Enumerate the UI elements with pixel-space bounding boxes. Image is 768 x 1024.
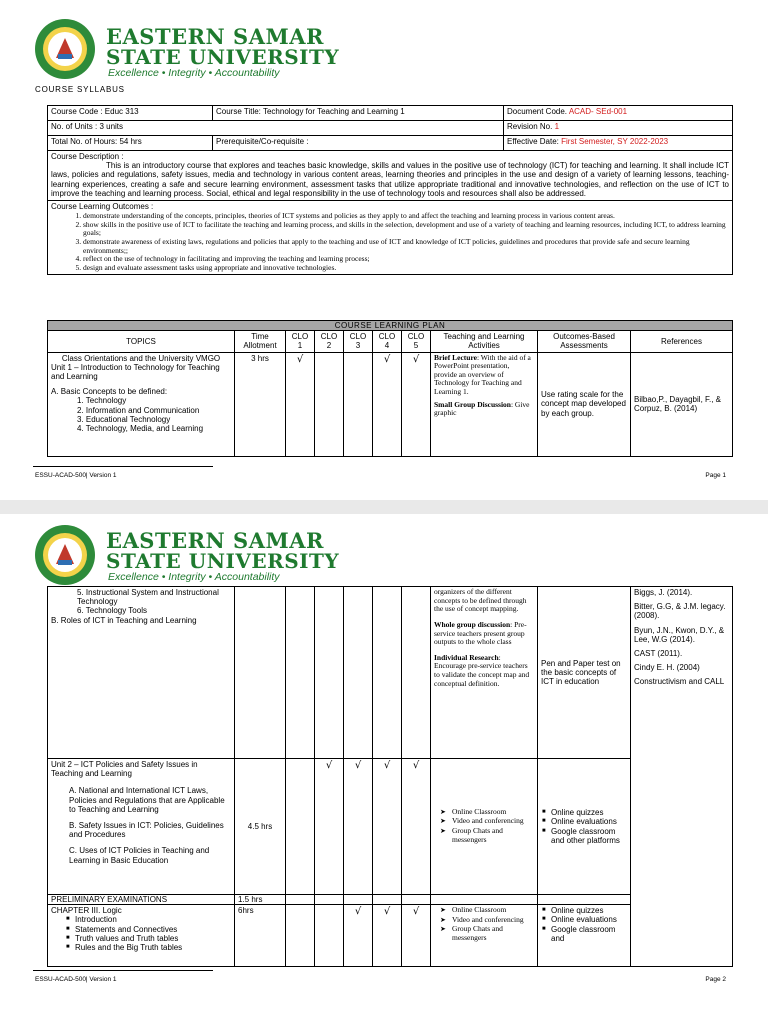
course-code: Course Code : Educ 313 [48, 106, 213, 121]
clo2-cell [315, 905, 344, 967]
time-cell: 6hrs [235, 905, 286, 967]
footer-rule [33, 466, 213, 467]
activity-item: ➤ Online Classroom [438, 906, 534, 915]
clo3-cell [344, 352, 373, 456]
reference-item: Constructivism and CALL [634, 677, 725, 687]
topic-orientation: Class Orientations and the University VMGO [61, 353, 221, 363]
prerequisite: Prerequisite/Co-requisite : [213, 136, 504, 151]
activity-individual-research: Individual Research [434, 652, 499, 662]
activities-cell [431, 352, 538, 456]
outcome-item: 1. demonstrate understanding of the concepts, principles, theories of ICT systems and policies as they apply to and affect the teaching and learning process in various content areas. [83, 212, 729, 221]
clo1-check: √ [286, 352, 315, 456]
topic-cell [48, 759, 235, 895]
units: No. of Units : 3 units [48, 121, 504, 136]
header-topics: TOPICS [48, 331, 235, 352]
assessment-item: ■ Google classroom and other platforms [541, 827, 627, 845]
reference-item: Cindy E. H. (2004) [634, 663, 700, 673]
header-clo5: CLO 5 [402, 331, 431, 352]
assessment-item: ■ Online evaluations [541, 915, 627, 924]
footer-version: ESSU-ACAD-500| Version 1 [35, 472, 117, 479]
header-activities: Teaching and Learning Activities [431, 331, 538, 352]
outcome-item: 4. reflect on the use of technology in facilitating and improving the teaching and learning process; [83, 255, 729, 264]
section-label: COURSE SYLLABUS [35, 85, 125, 94]
topic-item: 4. Technology, Media, and Learning [77, 423, 204, 433]
activity-item: ➤ Video and conferencing [438, 817, 534, 826]
course-title: Course Title: Technology for Teaching and Learning 1 [213, 106, 504, 121]
topic-unit2: Unit 2 – ICT Policies and Safety Issues in Teaching and Learning [51, 760, 198, 779]
outcome-item: 5. design and evaluate assessment tasks using appropriate and innovative technologies. [83, 264, 729, 273]
activity-text: : Pre-service teachers present group outputs to the whole class [434, 619, 527, 647]
activities-cell [431, 587, 538, 759]
header-assessments: Outcomes-Based Assessments [538, 331, 631, 352]
topic-item: 5. Instructional System and Instructional Technology [77, 588, 219, 607]
topic-item: 3. Educational Technology [77, 414, 171, 424]
topic-section-a: A. Basic Concepts to be defined: [51, 387, 168, 397]
empty-cell [315, 895, 344, 905]
empty-cell [373, 895, 402, 905]
topic-item: ■ Introduction [65, 915, 231, 924]
assessment-item: ■ Online quizzes [541, 906, 627, 915]
topic-item: 2. Information and Communication [77, 405, 200, 415]
assessment-cell: Use rating scale for the concept map developed by each group. [538, 352, 631, 456]
learning-plan-heading: COURSE LEARNING PLAN [48, 321, 733, 331]
effective-date: Effective Date: First Semester, SY 2022-2023 [504, 136, 733, 151]
footer-page-number: Page 1 [705, 472, 726, 479]
course-outcomes-label: Course Learning Outcomes : [51, 201, 154, 211]
university-name-line1: EASTERN SAMAR [106, 528, 325, 553]
page-1 [0, 0, 768, 500]
header-clo2: CLO 2 [315, 331, 344, 352]
topic-cell [48, 905, 235, 967]
course-outcomes-cell [48, 200, 733, 274]
activity-text: : Give graphic [434, 399, 530, 418]
empty-cell [431, 895, 538, 905]
activity-item: ➤ Online Classroom [438, 808, 534, 817]
university-name-line1: EASTERN SAMAR [106, 24, 325, 49]
topic-section-b: B. Roles of ICT in Teaching and Learning [51, 615, 197, 625]
assessment-cell: Pen and Paper test on the basic concepts of ICT in education [538, 587, 631, 759]
topic-item: A. National and International ICT Laws, Policies and Regulations that are Applicable to Teaching and Learning [69, 786, 225, 814]
total-hours: Total No. of Hours: 54 hrs [48, 136, 213, 151]
course-description-cell [48, 151, 733, 201]
clo1-cell [286, 587, 315, 759]
clo5-cell [402, 587, 431, 759]
time-cell [235, 587, 286, 759]
activity-brief-lecture: Brief Lecture [434, 352, 477, 362]
empty-cell [286, 895, 315, 905]
clo3-check: √ [344, 905, 373, 967]
topic-unit1: Unit 1 – Introduction to Technology for Teaching and Learning [51, 362, 220, 381]
learning-plan-table-p2 [47, 586, 733, 967]
activities-cell [431, 759, 538, 895]
clo2-cell [315, 587, 344, 759]
header-clo1: CLO 1 [286, 331, 315, 352]
page-gap [0, 500, 768, 514]
header-time: Time Allotment [235, 331, 286, 352]
university-seal-icon [34, 524, 96, 586]
topic-prelim: PRELIMINARY EXAMINATIONS [48, 895, 235, 905]
time-cell: 1.5 hrs [235, 895, 286, 905]
activity-text: : With the aid of a PowerPoint presentation, provide an overview of Technology for Teaching and Learning 1. [434, 352, 531, 397]
assessment-cell [538, 759, 631, 895]
clo5-check: √ [402, 905, 431, 967]
footer-rule [33, 970, 213, 971]
empty-cell [344, 895, 373, 905]
header-clo3: CLO 3 [344, 331, 373, 352]
clo3-cell [344, 587, 373, 759]
time-cell: 3 hrs [235, 352, 286, 456]
reference-item: Bitter, G.G, & J.M. legacy. (2008). [634, 602, 726, 621]
page-2 [0, 514, 768, 1024]
clo5-check: √ [402, 352, 431, 456]
university-seal-icon [34, 18, 96, 80]
clo2-cell [315, 352, 344, 456]
clo4-check: √ [373, 759, 402, 895]
outcome-item: 2. show skills in the positive use of ICT to facilitate the teaching and learning process, and skills in the selection, development and use of a variety of teaching and learning resources, including ICT, to address learning goals; [83, 221, 729, 238]
clo4-cell [373, 587, 402, 759]
topic-item: 6. Technology Tools [77, 606, 147, 616]
activity-item: ➤ Group Chats and messengers [438, 827, 534, 844]
clo3-check: √ [344, 759, 373, 895]
activity-small-group: Small Group Discussion [434, 399, 511, 409]
empty-cell [402, 895, 431, 905]
university-name-line2: STATE UNIVERSITY [106, 549, 340, 573]
footer-page-number: Page 2 [705, 976, 726, 983]
revision-number: Revision No. 1 [504, 121, 733, 136]
clo1-cell [286, 905, 315, 967]
activity-item: ➤ Group Chats and messengers [438, 925, 534, 942]
topic-item: ■ Truth values and Truth tables [65, 934, 231, 943]
university-name-line2: STATE UNIVERSITY [106, 45, 340, 69]
course-outcomes-list [51, 212, 729, 272]
topic-cell [48, 352, 235, 456]
empty-cell [538, 895, 631, 905]
university-motto: Excellence • Integrity • Accountability [108, 67, 280, 79]
reference-item: CAST (2011). [634, 648, 683, 658]
topic-item: ■ Statements and Connectives [65, 925, 231, 934]
assessment-item: ■ Google classroom and [541, 925, 627, 943]
topic-chapter3: CHAPTER III. Logic [51, 906, 122, 916]
clo2-check: √ [315, 759, 344, 895]
assessment-cell [538, 905, 631, 967]
reference-cell: Bilbao,P., Dayagbil, F., & Corpuz, B. (2014) [631, 352, 733, 456]
footer-version: ESSU-ACAD-500| Version 1 [35, 976, 117, 983]
header-clo4: CLO 4 [373, 331, 402, 352]
activity-whole-group: Whole group discussion [434, 619, 511, 629]
header-references: References [631, 331, 733, 352]
time-cell: 4.5 hrs [235, 759, 286, 895]
topic-item: 1. Technology [77, 396, 127, 406]
learning-plan-table-p1 [47, 320, 733, 457]
document-code: Document Code. ACAD- SEd-001 [504, 106, 733, 121]
clo4-check: √ [373, 905, 402, 967]
activities-cell [431, 905, 538, 967]
reference-item: Byun, J.N., Kwon, D.Y., & Lee, W.G (2014). [634, 625, 725, 644]
clo5-check: √ [402, 759, 431, 895]
topic-item: ■ Rules and the Big Truth tables [65, 943, 231, 952]
clo1-cell [286, 759, 315, 895]
university-motto: Excellence • Integrity • Accountability [108, 571, 280, 583]
course-description-text: This is an introductory course that explores and teaches basic knowledge, skills and values in the positive use of technology (ICT) for teaching and learning. It shall include ICT laws, policies and regulations, safety issues, media and technology in various content areas, learning theories and principles in the use and design of a variety of learning lessons, teaching-learning experiences, creating a safe and secure learning environment, assessment tasks that utilize appropriate traditional and innovative technologies, and reflection on the use of ICT to improve the teaching and learning process. Social, ethical and legal responsibility in the use of technology tools and resources shall also be addressed. [51, 161, 729, 198]
course-info-table [47, 105, 733, 275]
activity-text: : Encourage pre-service teachers to validate the concept map and conceptual definition. [434, 652, 530, 688]
topic-item: B. Safety Issues in ICT: Policies, Guidelines and Procedures [69, 820, 224, 840]
topic-cell [48, 587, 235, 759]
course-description-label: Course Description : [51, 152, 124, 161]
activity-text: organizers of the different concepts to be defined through the use of concept mapping. [434, 587, 527, 614]
topic-item: C. Uses of ICT Policies in Teaching and Learning in Basic Education [69, 846, 210, 865]
assessment-item: ■ Online evaluations [541, 817, 627, 826]
reference-item: Biggs, J. (2014). [634, 588, 693, 597]
references-cell [631, 587, 733, 967]
assessment-item: ■ Online quizzes [541, 808, 627, 817]
outcome-item: 3. demonstrate awareness of existing laws, regulations and policies that apply to the teaching and use of ICT and knowledge of ICT policies, guidelines and procedures that provide safe and secure learning environments;; [83, 238, 729, 255]
clo4-check: √ [373, 352, 402, 456]
activity-item: ➤ Video and conferencing [438, 916, 534, 925]
